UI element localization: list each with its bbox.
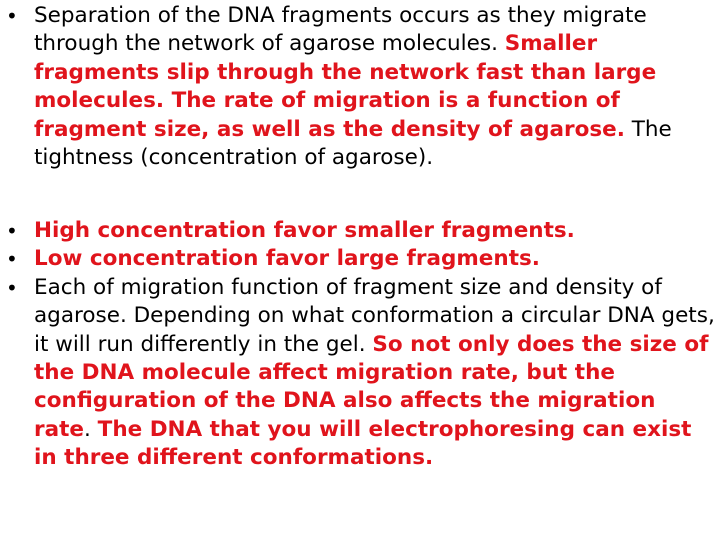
highlight-segment: High concentration favor smaller fragments. (34, 218, 575, 243)
text-segment: Separation of the DNA fragments occurs as they migrate through the network of agarose molecules. (34, 3, 647, 57)
bullet-icon: • (6, 247, 18, 272)
text-segment: Each of migration function of fragment size and density of agarose. Depending on what conformation a circular DNA gets, it will run differently in the gel. (34, 274, 715, 357)
text-segment: The tightness (concentration of agarose). (34, 116, 672, 171)
bullet-item (0, 245, 720, 273)
highlight-segment: Smaller fragments slip through the network fast than large molecules. The rate of migration is a function of fragment size, as well as the density of agarose. (34, 31, 657, 142)
bullet-icon: • (6, 219, 18, 243)
highlight-segment: The DNA that you will electrophoresing can exist in three different conformations. (34, 416, 692, 471)
bullet-icon: • (6, 4, 18, 28)
text-segment: . (83, 416, 98, 442)
highlight-segment: Low concentration favor large fragments. (34, 246, 540, 272)
bullet-icon: • (6, 275, 18, 300)
bullet-group-top (0, 2, 720, 172)
bullet-item (0, 274, 720, 473)
bullet-item (0, 2, 720, 172)
highlight-segment: So not only does the size of the DNA molecule affect migration rate, but the configuration of the DNA also affects the migration rate (34, 331, 709, 442)
bullet-group-bottom (0, 217, 720, 473)
bullet-item (0, 217, 720, 245)
